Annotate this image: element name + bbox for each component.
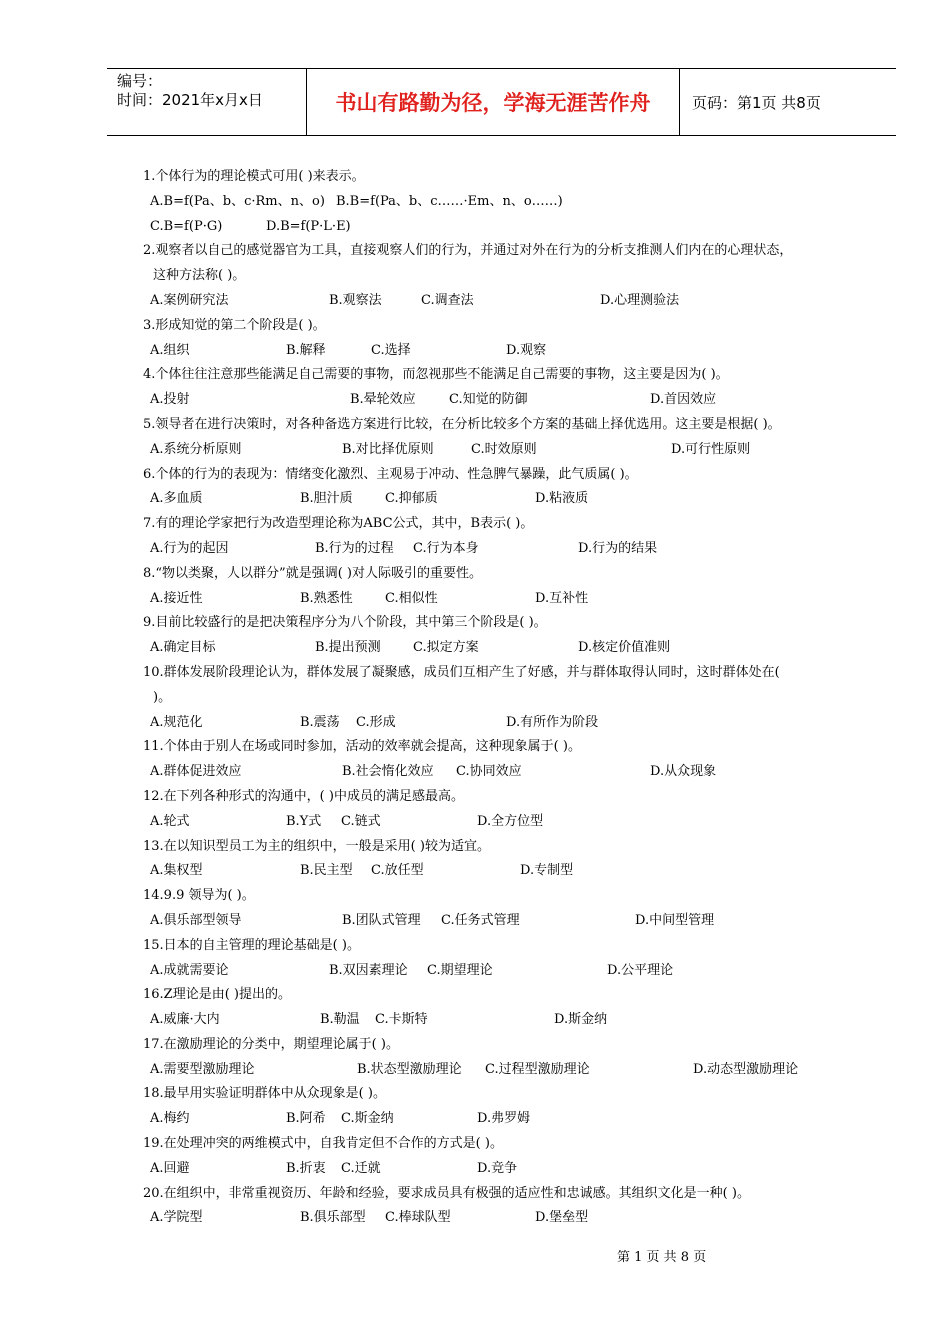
question-item [143, 835, 863, 885]
answer-option: A.成就需要论 [150, 962, 229, 978]
answer-option: D.首因效应 [650, 392, 717, 408]
time-label: 时间：2021年x月x日 [117, 91, 263, 109]
answer-option: D.公平理论 [607, 962, 674, 978]
answer-option: D.可行性原则 [671, 441, 751, 457]
question-item [143, 1082, 863, 1132]
question-stem-continued: 这种方法称( )。 [153, 268, 246, 284]
option-row [143, 909, 863, 934]
option-row [143, 1157, 863, 1182]
option-row [143, 1058, 863, 1083]
question-item [143, 463, 863, 513]
answer-option: B.熟悉性 [300, 590, 353, 606]
option-row [143, 1008, 863, 1033]
answer-option: B.观察法 [329, 292, 382, 308]
answer-option: B.解释 [286, 342, 326, 358]
question-item [143, 611, 863, 661]
answer-option: A.俱乐部型领导 [150, 912, 242, 928]
answer-option: B.B=f(Pa、b、c……·Em、n、o……) [336, 193, 563, 209]
question-item [143, 1132, 863, 1182]
question-item [143, 1033, 863, 1083]
answer-option: B.社会惰化效应 [342, 764, 434, 780]
question-stem: 13.在以知识型员工为主的组织中，一般是采用( )较为适宜。 [143, 838, 490, 854]
answer-option: A.接近性 [150, 590, 203, 606]
answer-option: D.心理测验法 [600, 292, 680, 308]
answer-option: A.回避 [150, 1160, 190, 1176]
answer-option: A.系统分析原则 [150, 441, 242, 457]
question-stem: 2.观察者以自己的感觉器官为工具，直接观察人们的行为，并通过对外在行为的分析支推测人们内在的心理状态， [143, 243, 793, 259]
answer-option: C.斯金纳 [341, 1111, 394, 1127]
option-row [143, 388, 863, 413]
answer-option: C.B=f(P·G) [150, 218, 223, 234]
answer-option: A.多血质 [150, 491, 203, 507]
option-row [143, 711, 863, 736]
answer-option: D.动态型激励理论 [693, 1061, 799, 1077]
answer-option: C.拟定方案 [413, 640, 479, 656]
question-stem: 18.最早用实验证明群体中从众现象是( )。 [143, 1086, 386, 1102]
answer-option: A.集权型 [150, 863, 203, 879]
footer-page-number: 第 1 页 共 8 页 [617, 1250, 707, 1265]
answer-option: A.威廉·大内 [150, 1012, 220, 1028]
option-row [143, 339, 863, 364]
answer-option: A.学院型 [150, 1210, 203, 1226]
answer-option: D.专制型 [520, 863, 574, 879]
answer-option: A.轮式 [150, 813, 190, 829]
option-row [143, 438, 863, 463]
answer-option: D.粘液质 [535, 491, 589, 507]
question-stem: 14.9.9 领导为( )。 [143, 888, 255, 904]
option-row [143, 289, 863, 314]
answer-option: D.观察 [506, 342, 547, 358]
answer-option: B.勒温 [320, 1012, 360, 1028]
option-row [143, 537, 863, 562]
question-stem: 4.个体往往注意那些能满足自己需要的事物，而忽视那些不能满足自己需要的事物，这主要是因为( )。 [143, 367, 729, 383]
question-stem: 7.有的理论学家把行为改造型理论称为ABC公式，其中，B表示( )。 [143, 516, 534, 532]
answer-option: C.知觉的防御 [449, 392, 528, 408]
answer-option: D.弗罗姆 [477, 1111, 531, 1127]
question-stem: 20.在组织中，非常重视资历、年龄和经验，要求成员具有极强的适应性和忠诚感。其组织文化是一种( )。 [143, 1185, 750, 1201]
answer-option: C.放任型 [371, 863, 424, 879]
question-stem: 12.在下列各种形式的沟通中，( )中成员的满足感最高。 [143, 788, 464, 804]
question-stem: 11.个体由于别人在场或同时参加，活动的效率就会提高，这种现象属于( )。 [143, 739, 581, 755]
option-row [143, 959, 863, 984]
answer-option: C.任务式管理 [441, 912, 520, 928]
answer-option: C.迁就 [341, 1160, 381, 1176]
option-row [143, 587, 863, 612]
option-row [143, 760, 863, 785]
page-info: 页码：第1页 共8页 [692, 93, 821, 112]
option-row [143, 487, 863, 512]
answer-option: B.阿希 [286, 1111, 326, 1127]
answer-option: A.行为的起因 [150, 540, 229, 556]
answer-option: D.斯金纳 [554, 1012, 608, 1028]
option-row [143, 190, 863, 215]
answer-option: B.双因素理论 [329, 962, 408, 978]
question-stem: 15.日本的自主管理的理论基础是( )。 [143, 937, 360, 953]
answer-option: C.期望理论 [427, 962, 493, 978]
answer-option: C.抑郁质 [385, 491, 438, 507]
question-item [143, 884, 863, 934]
answer-option: D.全方位型 [477, 813, 544, 829]
answer-option: B.提出预测 [315, 640, 381, 656]
answer-option: B.行为的过程 [315, 540, 394, 556]
option-row [143, 636, 863, 661]
answer-option: A.组织 [150, 342, 190, 358]
question-item [143, 239, 863, 313]
answer-option: C.选择 [371, 342, 411, 358]
option-row [143, 810, 863, 835]
question-item [143, 562, 863, 612]
answer-option: A.梅约 [150, 1111, 190, 1127]
question-stem: 16.Z理论是由( )提出的。 [143, 987, 291, 1003]
question-stem: 5.领导者在进行决策时，对各种备选方案进行比较，在分析比较多个方案的基础上择优选用。这主要是根据( )。 [143, 416, 781, 432]
question-item [143, 983, 863, 1033]
answer-option: C.调查法 [421, 292, 474, 308]
question-item [143, 363, 863, 413]
question-item [143, 934, 863, 984]
question-item [143, 314, 863, 364]
answer-option: B.Y式 [286, 813, 322, 829]
option-row [143, 215, 863, 240]
answer-option: B.民主型 [300, 863, 353, 879]
question-item [143, 413, 863, 463]
question-stem: 3.形成知觉的第二个阶段是( )。 [143, 317, 326, 333]
question-stem: 9.目前比较盛行的是把决策程序分为八个阶段，其中第三个阶段是( )。 [143, 615, 547, 631]
answer-option: D.竞争 [477, 1160, 518, 1176]
answer-option: D.核定价值准则 [578, 640, 671, 656]
answer-option: A.确定目标 [150, 640, 216, 656]
answer-option: B.震荡 [300, 714, 340, 730]
question-item [143, 661, 863, 735]
question-stem: 17.在激励理论的分类中，期望理论属于( )。 [143, 1036, 399, 1052]
question-item [143, 1182, 863, 1232]
option-row [143, 1206, 863, 1231]
answer-option: B.晕轮效应 [350, 392, 416, 408]
answer-option: A.群体促进效应 [150, 764, 242, 780]
motto-title: 书山有路勤为径，学海无涯苦作舟 [307, 69, 680, 135]
answer-option: D.中间型管理 [635, 912, 715, 928]
answer-option: B.胆汁质 [300, 491, 353, 507]
option-row [143, 1107, 863, 1132]
question-item [143, 735, 863, 785]
answer-option: B.团队式管理 [342, 912, 421, 928]
question-item [143, 165, 863, 239]
answer-option: A.规范化 [150, 714, 203, 730]
option-row [143, 859, 863, 884]
question-stem: 19.在处理冲突的两维模式中，自我肯定但不合作的方式是( )。 [143, 1136, 503, 1152]
answer-option: B.对比择优原则 [342, 441, 434, 457]
answer-option: D.有所作为阶段 [506, 714, 599, 730]
question-stem: 8.“物以类聚，人以群分”就是强调( )对人际吸引的重要性。 [143, 565, 482, 581]
question-list [143, 165, 863, 1231]
answer-option: C.行为本身 [413, 540, 479, 556]
question-item [143, 512, 863, 562]
answer-option: C.卡斯特 [375, 1012, 428, 1028]
number-label: 编号： [117, 72, 163, 90]
answer-option: B.折衷 [286, 1160, 326, 1176]
answer-option: C.时效原则 [471, 441, 537, 457]
answer-option: D.堡垒型 [535, 1210, 589, 1226]
answer-option: A.案例研究法 [150, 292, 229, 308]
answer-option: D.B=f(P·L·E) [266, 218, 351, 234]
answer-option: B.俱乐部型 [300, 1210, 366, 1226]
answer-option: A.B=f(Pa、b、c·Rm、n、o) [150, 193, 325, 209]
answer-option: C.相似性 [385, 590, 438, 606]
header-left-cell [107, 69, 307, 135]
answer-option: C.链式 [341, 813, 381, 829]
answer-option: A.投射 [150, 392, 190, 408]
answer-option: C.形成 [356, 714, 396, 730]
question-stem: 6.个体的行为的表现为：情绪变化激烈、主观易于冲动、性急脾气暴躁，此气质属( )。 [143, 466, 638, 482]
page-header [107, 68, 896, 136]
question-stem-continued: )。 [153, 689, 172, 705]
answer-option: C.棒球队型 [385, 1210, 451, 1226]
answer-option: C.协同效应 [456, 764, 522, 780]
question-stem: 1.个体行为的理论模式可用( )来表示。 [143, 169, 365, 184]
answer-option: D.从众现象 [650, 764, 717, 780]
answer-option: D.行为的结果 [578, 540, 658, 556]
answer-option: C.过程型激励理论 [485, 1061, 590, 1077]
answer-option: D.互补性 [535, 590, 589, 606]
answer-option: B.状态型激励理论 [357, 1061, 462, 1077]
question-item [143, 785, 863, 835]
answer-option: A.需要型激励理论 [150, 1061, 255, 1077]
question-stem: 10.群体发展阶段理论认为，群体发展了凝聚感，成员们互相产生了好感，并与群体取得认同时，这时群体处在( [143, 664, 780, 680]
